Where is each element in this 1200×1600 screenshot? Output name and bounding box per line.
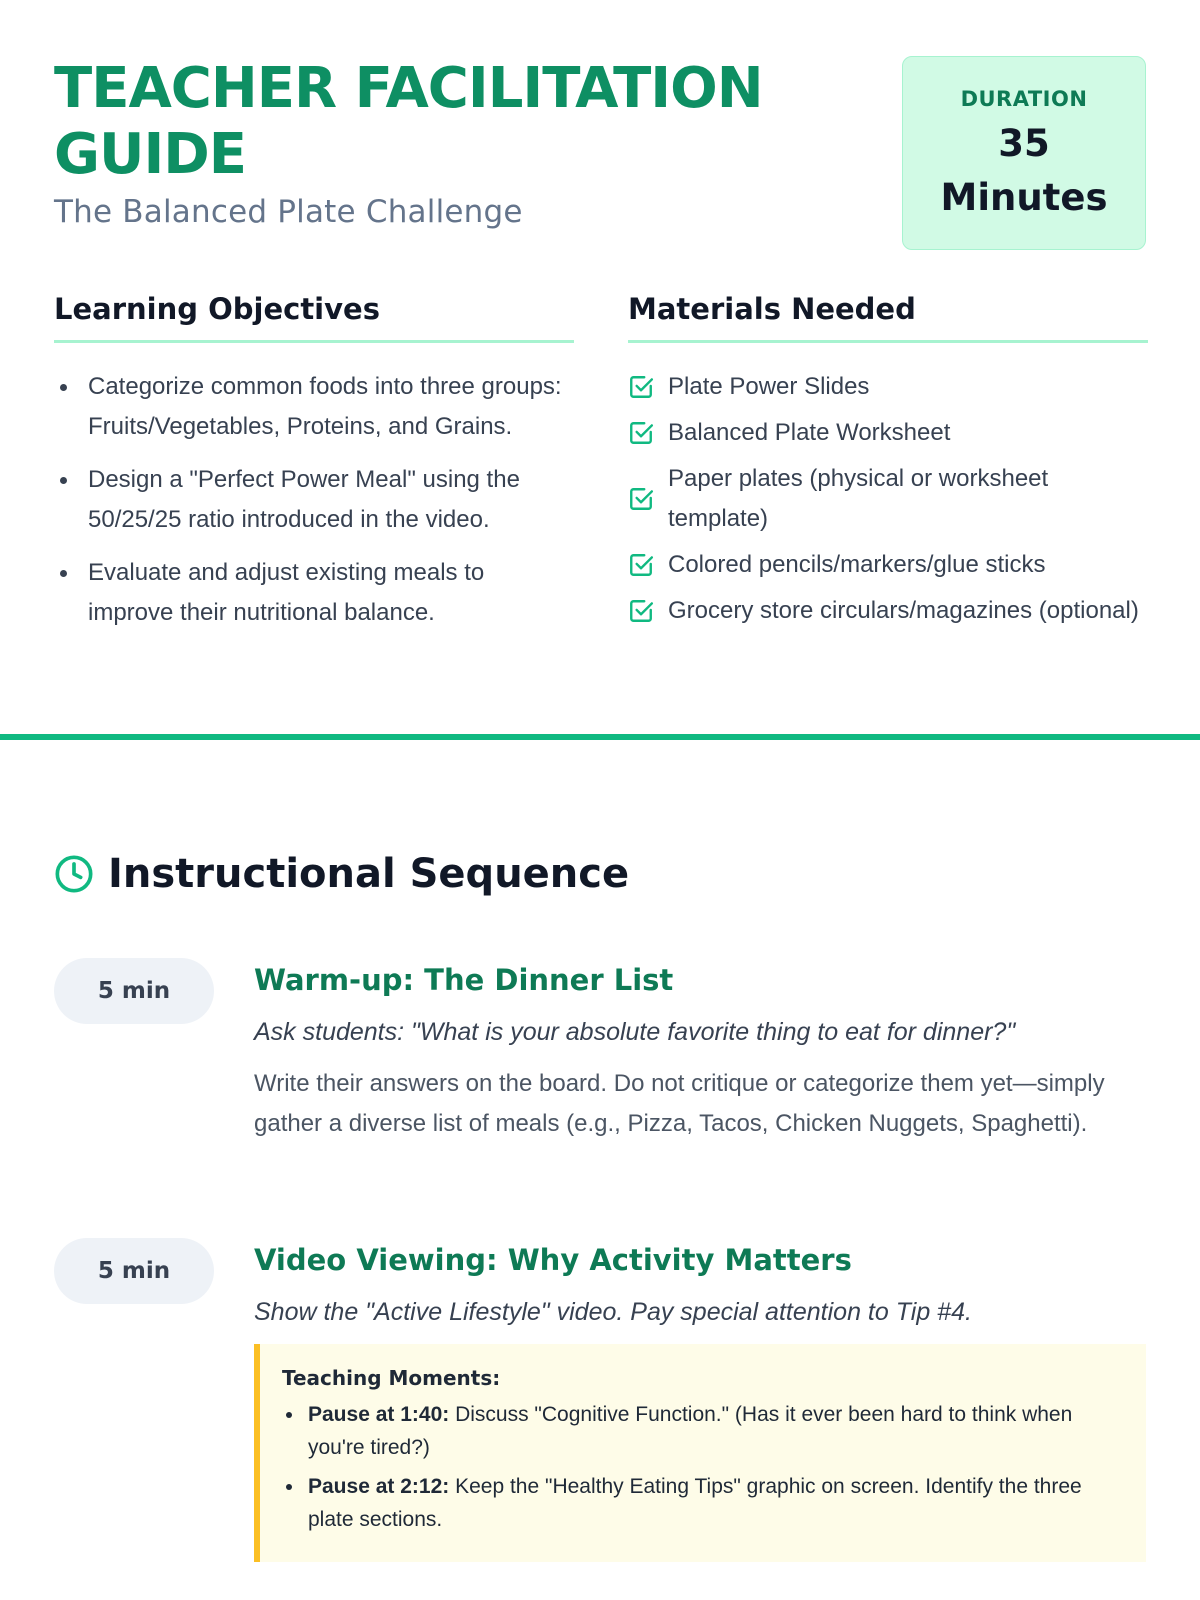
- section-divider: [0, 734, 1200, 740]
- guide-header: [54, 56, 1146, 256]
- objective-item: Design a "Perfect Power Meal" using the 50/25/25 ratio introduced in the video.: [54, 460, 574, 540]
- materials-list: [628, 367, 1148, 631]
- callout-title: Teaching Moments:: [282, 1366, 501, 1390]
- step-prompt: Ask students: "What is your absolute favorite thing to eat for dinner?": [254, 1018, 1016, 1046]
- step-title: Warm-up: The Dinner List: [254, 963, 674, 997]
- callout-list: [282, 1398, 1122, 1536]
- teaching-moments-callout: [254, 1344, 1146, 1562]
- callout-item: [282, 1470, 1122, 1536]
- objectives-list: [54, 367, 574, 633]
- objectives-section: [54, 292, 574, 646]
- duration-value: [903, 117, 1145, 225]
- callout-item-lead: Pause at 2:12:: [308, 1475, 450, 1498]
- material-item: [628, 459, 1148, 539]
- callout-item: [282, 1398, 1122, 1464]
- step-title: Video Viewing: Why Activity Matters: [254, 1243, 852, 1277]
- callout-item-text: Discuss "Cognitive Function." (Has it ever been hard to think when you're tired?): [308, 1403, 1073, 1459]
- time-badge: 5 min: [54, 958, 214, 1024]
- objective-item: Categorize common foods into three groups: Fruits/Vegetables, Proteins, and Grains.: [54, 367, 574, 447]
- step-body: [254, 958, 1146, 1144]
- duration-number: 35: [998, 122, 1050, 165]
- material-label: Colored pencils/markers/glue sticks: [668, 551, 1046, 578]
- material-label: Plate Power Slides: [668, 373, 870, 400]
- material-item: [628, 545, 1148, 585]
- step-body: [254, 1238, 1146, 1562]
- material-item: [628, 413, 1148, 453]
- step-text: Write their answers on the board. Do not critique or categorize them yet—simply gather a diverse list of meals (e.g., Pizza, Tacos, Chicken Nuggets, Spaghetti).: [254, 1070, 1105, 1137]
- clock-icon: [54, 854, 94, 894]
- objective-item: Evaluate and adjust existing meals to improve their nutritional balance.: [54, 553, 574, 633]
- duration-unit: Minutes: [940, 176, 1108, 219]
- sequence-header: [54, 848, 629, 900]
- material-label: Balanced Plate Worksheet: [668, 419, 951, 446]
- sequence-title: Instructional Sequence: [108, 851, 630, 897]
- materials-title: Materials Needed: [628, 292, 1148, 343]
- page-subtitle: The Balanced Plate Challenge: [54, 194, 523, 230]
- page-title: TEACHER FACILITATION GUIDE: [54, 56, 763, 187]
- material-item: [628, 591, 1148, 631]
- callout-item-lead: Pause at 1:40:: [308, 1403, 450, 1426]
- objectives-title: Learning Objectives: [54, 292, 574, 343]
- step-prompt: Show the "Active Lifestyle" video. Pay special attention to Tip #4.: [254, 1298, 972, 1326]
- checkbox-icon: [628, 486, 654, 512]
- material-label: Paper plates (physical or worksheet template): [668, 465, 1049, 532]
- material-item: [628, 367, 1148, 407]
- duration-label: DURATION: [960, 87, 1088, 111]
- checkbox-icon: [628, 598, 654, 624]
- callout-item-text: Keep the "Healthy Eating Tips" graphic on screen. Identify the three plate sections.: [308, 1475, 1082, 1531]
- material-label: Grocery store circulars/magazines (optional): [668, 597, 1139, 624]
- checkbox-icon: [628, 552, 654, 578]
- time-badge: 5 min: [54, 1238, 214, 1304]
- overview-columns: [54, 292, 1146, 692]
- duration-card: [902, 56, 1146, 250]
- checkbox-icon: [628, 374, 654, 400]
- checkbox-icon: [628, 420, 654, 446]
- materials-section: [628, 292, 1148, 637]
